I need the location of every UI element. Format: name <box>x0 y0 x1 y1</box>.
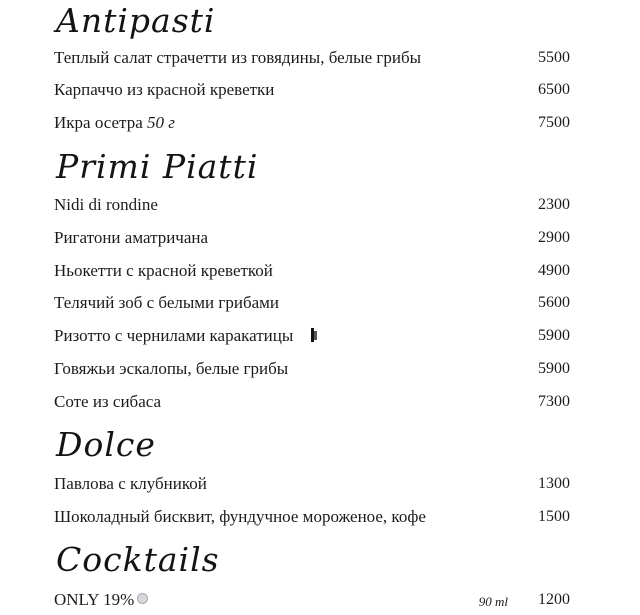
menu-item <box>54 290 574 316</box>
item-price: 1500 <box>538 508 570 525</box>
item-price: 4900 <box>538 262 570 279</box>
menu-item <box>54 110 574 136</box>
text-cursor-icon <box>311 328 314 342</box>
menu-item <box>54 258 574 284</box>
item-name-text: Икра осетра <box>54 113 147 132</box>
item-name: Говяжьи эскалопы, белые грибы <box>54 359 289 378</box>
menu-item <box>54 45 574 71</box>
item-price: 7500 <box>538 114 570 131</box>
item-name <box>54 110 175 136</box>
item-volume: 90 ml <box>478 594 508 609</box>
item-name: Nidi di rondine <box>54 195 158 214</box>
item-price: 7300 <box>538 393 570 410</box>
item-price: 6500 <box>538 81 570 98</box>
menu-item <box>54 225 574 251</box>
menu-item <box>54 389 574 415</box>
item-price: 5900 <box>538 327 570 344</box>
info-circle-icon[interactable] <box>137 593 148 604</box>
item-price: 1300 <box>538 475 570 492</box>
item-name: Ригатони аматричана <box>54 228 209 247</box>
item-name: Соте из сибаса <box>54 392 162 411</box>
menu-item <box>54 77 574 103</box>
menu-item <box>54 323 574 349</box>
section-title-dolce: Dolce <box>56 425 156 464</box>
item-price: 2900 <box>538 229 570 246</box>
item-name: Шоколадный бисквит, фундучное мороженое, кофе <box>54 507 426 526</box>
menu-item <box>54 504 574 530</box>
section-title-cocktails: Cocktails <box>56 540 220 579</box>
item-name-text: ONLY 19% <box>54 590 135 609</box>
item-price: 2300 <box>538 196 570 213</box>
item-name <box>54 587 148 613</box>
item-price: 5900 <box>538 360 570 377</box>
item-price: 1200 <box>538 591 570 608</box>
item-price: 5600 <box>538 294 570 311</box>
item-price: 5500 <box>538 49 570 66</box>
item-name: Теплый салат страчетти из говядины, белые грибы <box>54 48 422 67</box>
item-name: Ризотто с чернилами каракатицы <box>54 326 294 345</box>
menu-item <box>54 471 574 497</box>
item-name: Телячий зоб с белыми грибами <box>54 293 279 312</box>
section-title-primi-piatti: Primi Piatti <box>56 147 259 186</box>
item-name: Павлова с клубникой <box>54 474 207 493</box>
item-weight: 50 г <box>147 113 175 132</box>
item-name: Ньокетти с красной креветкой <box>54 261 273 280</box>
section-title-antipasti: Antipasti <box>56 1 216 40</box>
item-name: Карпаччо из красной креветки <box>54 80 275 99</box>
menu-item <box>54 356 574 382</box>
menu-item <box>54 192 574 218</box>
menu-item <box>54 587 574 613</box>
